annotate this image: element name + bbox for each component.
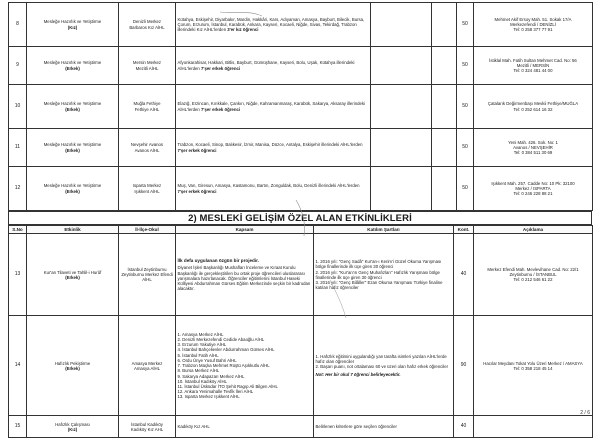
header-location: İl-İlçe-Okul [119, 226, 176, 234]
scope-quota: 7'şer erkek öğrenci [177, 188, 217, 194]
criteria-note: Not: Her bir okul 7 öğrenci belirleyecektir. [315, 372, 401, 378]
header-desc: Açıklama [474, 226, 593, 234]
criteria-text: 1. 2016 yılı: "Genç Sadâ" Kur'an-ı Kerim'i Güzel Okuma Yarışması bölge finallerinde ilk üçe giren 30 öğrenci 2. 2016 yılı: "Kur'an'ın Genç Muhafızları" Hafızlık Yarışması bölge finallerinde ilk üçe giren 30 öğrenci 3. 2016 yılı: "Genç Bilâller" Ezan Okuma Yarışması Türkiye finaline katılan hafız öğrenciler [315, 259, 443, 291]
empty-cell [371, 85, 432, 129]
scope-quota: 7'şer erkek öğrenci [201, 106, 241, 112]
school-cell: Isparta Merkez Işıkkent AİHL [119, 167, 176, 211]
address-cell: Mehmet Akif Ersoy Mah. 51. Sokak 17/A Merkezefendi / DENİZLİ Tel: 0 258 377 77 91 [474, 3, 593, 47]
school-cell: Muğla Fethiye Fethiye AİHL [119, 85, 176, 129]
scope-text: Muş, Van, Giresun, Amasya, Kastamonu, Bartın, Zonguldak, Bolu, Denizli illerindeki AİHL'lerden [177, 183, 360, 189]
scope-cell [176, 167, 371, 211]
row-number: 14 [9, 316, 27, 416]
school-cell: Mersin Merkez Mezitli AİHL [119, 47, 176, 85]
page-number: 2 / 6 [580, 410, 590, 416]
gender-label: (Erkek) [65, 274, 80, 280]
description-cell: Hacılar Meydanı Tokat Yolu Üzeri Merkez / AMASYA Tel: 0 358 218 45 14 [474, 316, 593, 416]
description-cell: Merkez Efendi Mah. Mevlevihane Cad. No: 22/1 Zeytinburnu / İSTANBUL Tel: 0 212 546 61 22 [474, 234, 593, 316]
criteria-cell [314, 234, 454, 316]
empty-cell [371, 3, 432, 47]
header-criteria: Katılım Şartları [314, 226, 454, 234]
scope-cell [176, 234, 314, 316]
table-row [9, 234, 593, 316]
address-cell: Yeni Mah. 426. Sok. No: 1 Avanos / NEVŞEHİR Tel: 0 384 511 30 69 [474, 129, 593, 167]
school-list-item: 8. Bursa Merkez AİHL [177, 368, 220, 374]
empty-cell [432, 47, 457, 85]
gender-label: (Kız) [67, 426, 78, 432]
row-number: 15 [9, 416, 27, 438]
scope-quota: 7'şer erkek öğrenci [177, 147, 217, 153]
activity-cell [27, 416, 119, 438]
table-row [9, 85, 593, 129]
location-cell: Amasya Merkez Amasya AİHL [119, 316, 176, 416]
category-label: Mesleğe Hazırlık ve Yetiştirme [43, 60, 102, 66]
kont-cell: 50 [457, 3, 474, 47]
table-row [9, 129, 593, 167]
table-header-row [9, 226, 593, 234]
empty-cell [432, 129, 457, 167]
kont-cell: 50 [457, 85, 474, 129]
document-page [8, 2, 592, 438]
school-cell: Nevşehir Avanos Avanos AİHL [119, 129, 176, 167]
empty-cell [432, 85, 457, 129]
scope-cell [176, 129, 371, 167]
scope-text: Trabzon, Kocaeli, Sinop, Balıkesir, İzmir, Manisa, Düzce, Antalya, Eskişehir illerindeki AİHL'lerden [177, 142, 363, 148]
kont-cell: 50 [457, 129, 474, 167]
empty-cell [371, 167, 432, 211]
school-list-item: 10. İstanbul Kadıköy AİHL [177, 378, 227, 384]
scope-text: Diyanet İşleri Başkanlığı Mushafları İnceleme ve Kıraat Kurulu Başkanlığı ile gerçekleştirilen bu ortak proje öğrencileri uluslararası yarışmalara hazırlanacak. Öğrenciler eğitimlerini İstanbul Haseki Külliyesi Abdurrahman Gürses Eğitim Merkezinde seçkin bir kadrodan alacaktır. [177, 265, 311, 292]
category-cell [27, 129, 119, 167]
school-list-item: 3. Erzurum Yakutiye AİHL [177, 342, 227, 348]
scope-cell: Kadıköy Kız AHL [176, 416, 314, 438]
category-label: Mesleğe Hazırlık ve Yetiştirme [43, 101, 102, 107]
location-cell: İstanbul Kadıköy Kadıköy Kız AHL [119, 416, 176, 438]
scope-text: Afyonkarahisar, Hakkari, Bitlis, Bayburt, Gümüşhane, Kayseri, Bolu, Uşak, Kütahya illerindeki AİHL'lerden [177, 60, 355, 71]
category-label: Mesleğe Hazırlık ve Yetiştirme [43, 19, 102, 25]
school-list-item: 4. İstanbul Bahçelievler Abdurrahman Gürses AİHL [177, 347, 275, 353]
category-label: Mesleğe Hazırlık ve Yetiştirme [43, 183, 102, 189]
empty-cell [371, 47, 432, 85]
empty-cell [371, 129, 432, 167]
school-list-item: 7. Trabzon Maçka Mehmet Rüştü Aşıkkutlu AİHL [177, 363, 270, 369]
scope-cell [176, 316, 314, 416]
school-list-item: 11. İstanbul Üsküdar İTO Şehit Ragıp Ali Bilgen AİHL [177, 383, 278, 389]
activity-cell [27, 316, 119, 416]
school-list-item: 6. Ordu Ünye Yusuf Bahri AİHL [177, 357, 237, 363]
section-title: 2) MESLEKİ GELİŞİM ÖZEL ALAN ETKİNLİKLERİ [8, 211, 592, 225]
header-no: S.No [9, 226, 27, 234]
header-scope: Kapsam [176, 226, 314, 234]
kont-cell: 40 [454, 416, 474, 438]
criteria-cell [314, 316, 454, 416]
school-cell: Denizli Merkez Barbaros Kız AİHL [119, 3, 176, 47]
row-number: 13 [9, 234, 27, 316]
activity-label: Kur'an Tilaveti ve Tahlil-i Hurûf [43, 269, 102, 275]
header-kont: Kont. [454, 226, 474, 234]
empty-cell [432, 167, 457, 211]
scope-cell [176, 3, 371, 47]
header-activity: Etkinlik [27, 226, 119, 234]
scope-cell [176, 85, 371, 129]
activity-cell [27, 234, 119, 316]
school-list-item: 5. İstanbul Fatih AİHL [177, 352, 219, 358]
criteria-cell [314, 416, 454, 438]
gender-label: (Kız) [67, 24, 78, 30]
activities-table [8, 225, 593, 438]
gender-label: (Erkek) [65, 106, 80, 112]
category-cell [27, 3, 119, 47]
school-list-item: 9. Sakarya Adapazarı Merkez AİHL [177, 373, 245, 379]
address-cell: İstiklal Mah. Fatih Sultan Mehmet Cad. No: 56 Mezitli / MERSİN Tel: 0 324 481 44 00 [474, 47, 593, 85]
top-table [8, 2, 593, 211]
empty-cell [432, 3, 457, 47]
scope-quota: 7'şer erkek öğrenci [201, 65, 241, 71]
school-list-item: 2. Denizli Merkezefendi Cedide Abaoğlu AİHL [177, 337, 265, 343]
row-number: 11 [9, 129, 27, 167]
kont-cell: 40 [454, 234, 474, 316]
row-number: 8 [9, 3, 27, 47]
address-cell: Çatalarık Değirmenbaşı Mevkii Fethiye/MUĞLA Tel: 0 252 614 16 32 [474, 85, 593, 129]
location-cell: İstanbul Zeytinburnu Zeytinburnu Merkez Efendi AİHL [119, 234, 176, 316]
school-list-item: 12. Ankara Yenimahalle Tevfik İleri AİHL [177, 389, 254, 395]
table-row [9, 47, 593, 85]
table-row [9, 316, 593, 416]
description-cell [474, 416, 593, 438]
address-cell: Işıkkent Mah. 257. Cadde No: 10 Pk: 32100 Merkez / ISPARTA Tel: 0 246 228 88 21 [474, 167, 593, 211]
category-label: Mesleğe Hazırlık ve Yetiştirme [43, 142, 102, 148]
row-number: 10 [9, 85, 27, 129]
kont-cell: 50 [457, 167, 474, 211]
row-number: 12 [9, 167, 27, 211]
category-cell [27, 85, 119, 129]
table-row [9, 3, 593, 47]
criteria-text: Belirlenen kriterlere göre seçilen öğrenciler [315, 424, 397, 430]
gender-label: (Erkek) [65, 188, 80, 194]
scope-intro: İlk defa uygulanan özgün bir projedir. [177, 258, 259, 264]
scope-text: Elazığ, Erzincan, Kırıkkale, Çankırı, Niğde, Kahramanmaraş, Karabük, Sakarya, Aksaray illerindeki AİHL'lerden [177, 101, 365, 112]
criteria-text: 1. Hafızlık eğitimini uygulandığı yan tarafta isimleri yazılan AİHL'lerde hafız olan öğrenciler 2. Başarı puanı, not ortalaması 60 ve üzeri olan hafız erkek öğrenciler [315, 353, 449, 370]
scope-quota: 3'er kız öğrenci [227, 27, 259, 33]
school-list-item: 1. Amasya Merkez AİHL [177, 331, 224, 337]
school-list-item: 13. Isparta Merkez Işıkkent AİHL [177, 394, 240, 400]
kont-cell: 90 [454, 316, 474, 416]
gender-label: (Erkek) [65, 365, 80, 371]
gender-label: (Erkek) [65, 65, 80, 71]
scope-cell [176, 47, 371, 85]
table-row [9, 416, 593, 438]
row-number: 9 [9, 47, 27, 85]
activity-label: Hafızlık Çalışması [55, 421, 90, 427]
table-row [9, 167, 593, 211]
scope-text: Kütahya, Eskişehir, Diyarbakır, Mardin, Hakkâri, Kars, Adıyaman, Amasya, Bayburt, Bilecik, Bursa, Çorum, Erzurum, İstanbul, Karabük, Ankara, Kayseri, Kocaeli, Niğde, Sivas, Tekirdağ, Trabzon illerindeki Kız AİHL'lerden [177, 16, 365, 33]
activity-label: Hafızlık Pekiştirme [54, 360, 91, 366]
category-cell [27, 47, 119, 85]
kont-cell: 50 [457, 47, 474, 85]
category-cell [27, 167, 119, 211]
gender-label: (Erkek) [65, 147, 80, 153]
